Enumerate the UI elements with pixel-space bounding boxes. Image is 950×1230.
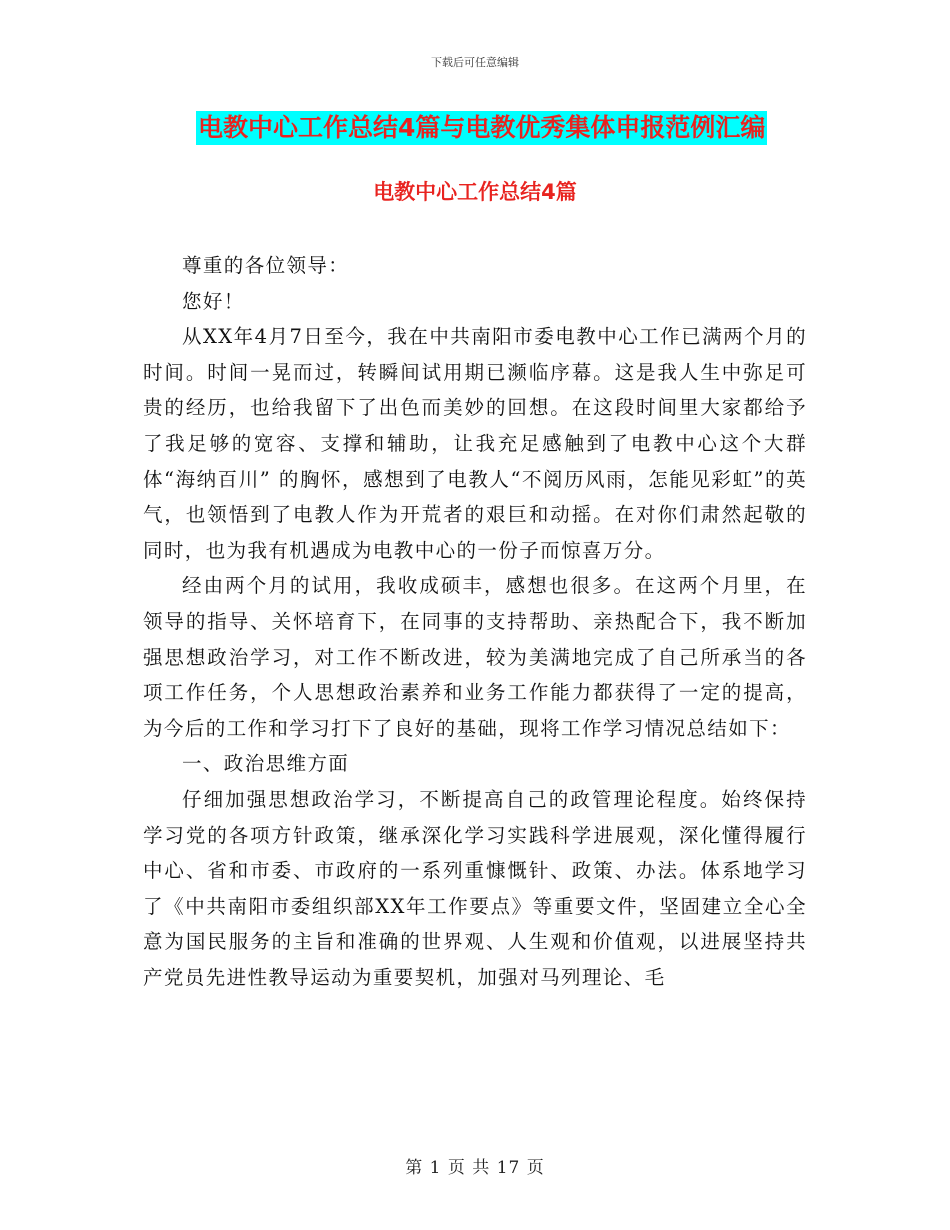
- page-footer: 第 1 页 共 17 页: [405, 1158, 545, 1178]
- document-main-title: 电教中心工作总结4篇与电教优秀集体申报范例汇编: [196, 111, 767, 145]
- body-paragraph: 经由两个月的试用，我收成硕丰，感想也很多。在这两个月里，在领导的指导、关怀培育下，在同事的支持帮助、亲热配合下，我不断加强思想政治学习，对工作不断改进，较为美满地完成了自己所承当的各项工作任务，个人思想政治素养和业务工作能力都获得了一定的提高，为今后的工作和学习打下了良好的基础，现将工作学习情况总结如下：: [143, 574, 807, 740]
- salutation: 尊重的各位领导：: [182, 254, 350, 277]
- greeting: 您好！: [182, 289, 245, 313]
- document-body: [143, 248, 807, 995]
- section-heading: 一、政治思维方面: [182, 752, 350, 776]
- body-paragraph: 仔细加强思想政治学习，不断提高自己的政管理论程度。始终保持学习党的各项方针政策，继承深化学习实践科学进展观，深化懂得履行中心、省和市委、市政府的一系列重慷慨针、政策、办法。体系地学习了《中共南阳市委组织部XX年工作要点》等重要文件，坚固建立全心全意为国民服务的主旨和准确的世界观、人生观和价值观，以进展坚持共产党员先进性教导运动为重要契机，加强对马列理论、毛: [143, 787, 807, 989]
- header-note: 下载后可任意编辑: [431, 56, 519, 69]
- section-title: 电教中心工作总结4篇: [373, 180, 577, 204]
- body-paragraph: 从XX年4月7日至今，我在中共南阳市委电教中心工作已满两个月的时间。时间一晃而过，转瞬间试用期已濒临序幕。这是我人生中弥足可贵的经历，也给我留下了出色而美妙的回想。在这段时间里大家都给予了我足够的宽容、支撑和辅助，让我充足感触到了电教中心这个大群体“海纳百川” 的胸怀，感想到了电教人“不阅历风雨，怎能见彩虹”的英气，也领悟到了电教人作为开荒者的艰巨和动摇。在对你们肃然起敬的同时，也为我有机遇成为电教中心的一份子而惊喜万分。: [143, 325, 807, 562]
